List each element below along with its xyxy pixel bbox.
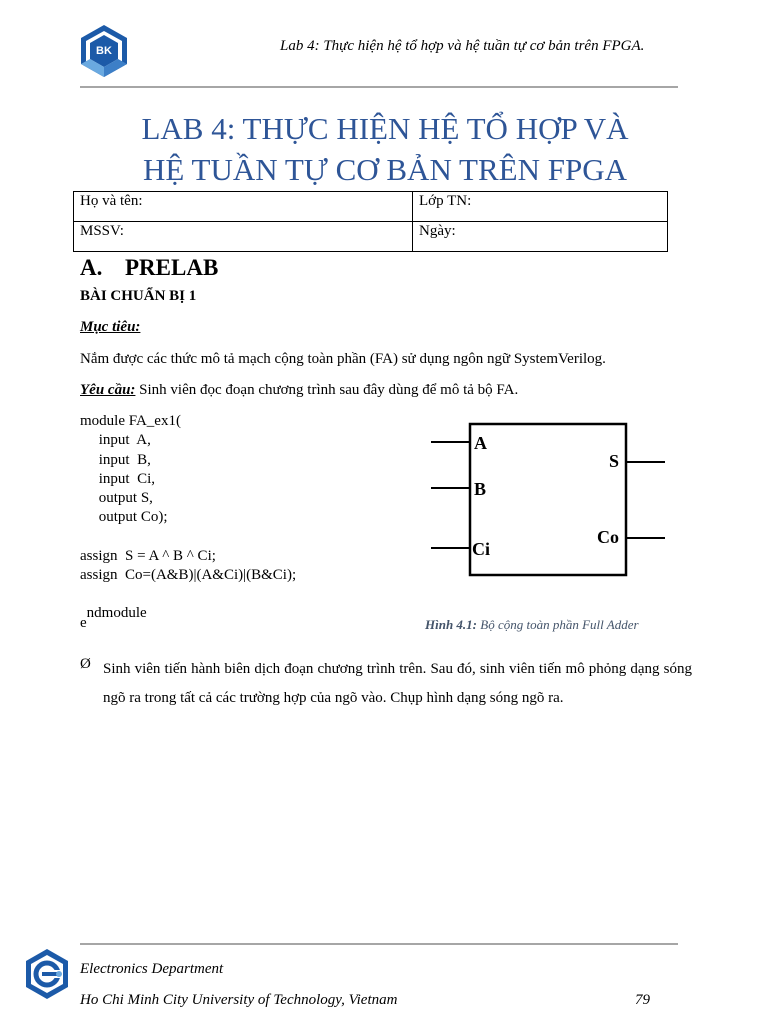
student-info-table	[73, 191, 668, 252]
requirement-text: Sinh viên đọc đoạn chương trình sau đây dùng để mô tả bộ FA.	[135, 382, 519, 398]
student-id-field: MSSV:	[74, 222, 413, 252]
port-label-ci: Ci	[472, 539, 490, 559]
electronics-logo-icon	[24, 948, 70, 1000]
objective-text: Nắm được các thức mô tả mạch cộng toàn phần (FA) sử dụng ngôn ngữ SystemVerilog.	[80, 351, 606, 367]
page-number: 79	[635, 992, 650, 1008]
figure-caption-text: Bộ cộng toàn phần Full Adder	[477, 617, 639, 632]
header-title: Lab 4: Thực hiện hệ tổ hợp và hệ tuần tự cơ bản trên FPGA.	[280, 38, 645, 54]
table-row	[74, 192, 668, 222]
name-field: Họ và tên:	[74, 192, 413, 222]
figure-label: Hình 4.1:	[425, 617, 478, 632]
requirement	[80, 382, 518, 399]
code-module-declaration: module FA_ex1( input A, input B, input Ci, output S, output Co);	[80, 413, 181, 526]
department-logo	[24, 948, 70, 1000]
title-line-2: HỆ TUẦN TỰ CƠ BẢN TRÊN FPGA	[143, 152, 627, 187]
logo-text: BK	[96, 45, 112, 57]
requirement-label: Yêu cầu:	[80, 382, 136, 398]
university-logo	[78, 24, 130, 78]
port-label-s: S	[609, 451, 620, 471]
section-number: A.	[80, 255, 103, 280]
objective-label: Mục tiêu:	[80, 319, 141, 335]
full-adder-block	[470, 424, 626, 575]
code-assign-statements: assign S = A ^ B ^ Ci; assign Co=(A&B)|(A&Ci)|(B&Ci);	[80, 548, 297, 584]
footer-department: Electronics Department	[80, 961, 224, 977]
section-heading	[80, 255, 218, 281]
instruction-text: Sinh viên tiến hành biên dịch đoạn chương trình trên. Sau đó, sinh viên tiến mô phỏng dạng sóng ngõ ra trong tất cả các trường hợp của ngõ vào. Chụp hình dạng sóng ngõ ra.	[103, 661, 692, 706]
header-divider	[80, 86, 678, 88]
date-field: Ngày:	[413, 222, 668, 252]
code-end-rest: ndmodule	[86, 605, 147, 621]
bk-logo-icon	[78, 24, 130, 78]
table-row	[74, 222, 668, 252]
code-endmodule	[80, 604, 147, 631]
document-title	[60, 108, 710, 190]
port-label-co: Co	[597, 527, 619, 547]
section-title: PRELAB	[125, 255, 219, 280]
port-label-b: B	[474, 479, 487, 499]
figure-caption	[425, 617, 639, 633]
subsection-title: BÀI CHUẨN BỊ 1	[80, 288, 197, 304]
code-end-first-char: e	[80, 615, 87, 631]
full-adder-diagram	[428, 418, 668, 580]
title-line-1: LAB 4: THỰC HIỆN HỆ TỔ HỢP VÀ	[141, 111, 629, 146]
footer-divider	[80, 943, 678, 945]
bullet-arrow-icon: Ø	[80, 656, 91, 672]
footer-university: Ho Chi Minh City University of Technology, Vietnam	[80, 992, 398, 1008]
port-label-a: A	[474, 433, 487, 453]
class-field: Lớp TN:	[413, 192, 668, 222]
